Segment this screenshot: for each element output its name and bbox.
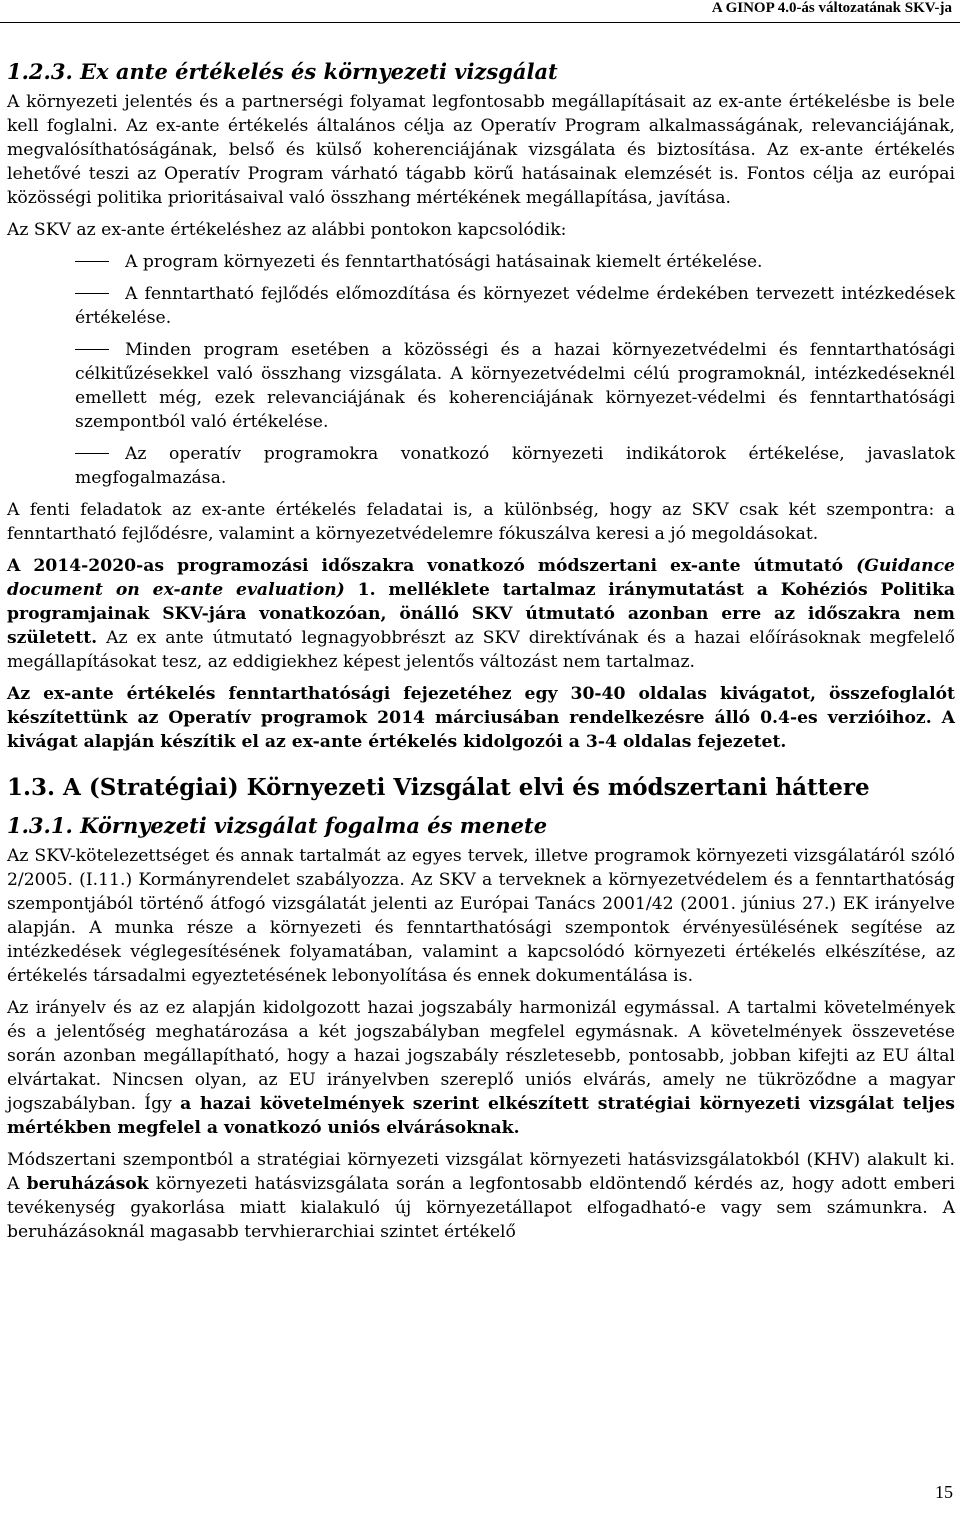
section-heading-1-2-3: 1.2.3. Ex ante értékelés és környezeti vizsgálat (7, 59, 558, 84)
paragraph: A 2014-2020-as programozási időszakra vonatkozó módszertani ex-ante útmutató (Guidance document on ex-ante evaluation) 1. melléklete tartalmaz iránymutatást a Kohéziós Politika programjainak SKV-jára vonatkozóan, önálló SKV útmutató azonban erre az időszakra nem született. Az ex ante útmutató legnagyobbrészt az SKV direktívának és a hazai előírásoknak megfelelő megállapításokat tesz, az eddigiekhez képest jelentős változást nem tartalmaz. (7, 556, 955, 672)
section-heading-1-3-1: 1.3.1. Környezeti vizsgálat fogalma és menete (7, 813, 548, 838)
paragraph: Módszertani szempontból a stratégiai környezeti vizsgálat környezeti hatásvizsgálatokból (KHV) alakult ki. A beruházások környezeti hatásvizsgálata során a legfontosabb eldöntendő kérdés az, hogy adott emberi tevékenység gyakorlása miatt kialakuló új környezetállapot elfogadható-e vagy sem számunkra. A beruházásoknál magasabb tervhierarchiai szintet értékelő (7, 1150, 955, 1242)
running-header: A GINOP 4.0-ás változatának SKV-ja (711, 0, 952, 16)
dash-bullet (75, 261, 109, 262)
paragraph: Az irányelv és az ez alapján kidolgozott hazai jogszabály harmonizál egymással. A tartalmi követelmények és a jelentőség meghatározása a két jogszabályban megfelel egymásnak. A követelmények összevetése során azonban megállapítható, hogy a hazai jogszabály részletesebb, pontosabb, jobban kifejti az EU által elvártakat. Nincsen olyan, az EU irányelvben szereplő uniós elvárás, amely ne tükröződne a magyar jogszabályban. Így a hazai követelmények szerint elkészített stratégiai környezeti vizsgálat teljes mértékben megfelel a vonatkozó uniós elvárásoknak. (7, 998, 955, 1138)
page-content (7, 60, 955, 1252)
dash-bullet (75, 453, 109, 454)
paragraph: A fenti feladatok az ex-ante értékelés feladatai is, a különbség, hogy az SKV csak két szempontra: a fenntartható fejlődésre, valamint a környezetvédelemre fókuszálva keresi a jó megoldásokat. (7, 500, 955, 544)
paragraph: Az SKV az ex-ante értékeléshez az alábbi pontokon kapcsolódik: (7, 220, 567, 240)
dash-bullet (75, 293, 109, 294)
paragraph: Az ex-ante értékelés fenntarthatósági fejezetéhez egy 30-40 oldalas kivágatot, összefoglalót készítettünk az Operatív programok 2014 márciusában rendelkezésre álló 0.4-es verzióihoz. A kivágat alapján készítik el az ex-ante értékelés kidolgozói a 3-4 oldalas fejezetet. (7, 684, 955, 752)
page-number: 15 (935, 1482, 953, 1502)
list-item: A program környezeti és fenntarthatósági hatásainak kiemelt értékelése. (75, 250, 955, 274)
list-item: Az operatív programokra vonatkozó környezeti indikátorok értékelése, javaslatok megfogalmazása. (75, 444, 955, 488)
header-rule (0, 22, 960, 23)
list-item: A fenntartható fejlődés előmozdítása és környezet védelme érdekében tervezett intézkedések értékelése. (75, 284, 955, 328)
paragraph: A környezeti jelentés és a partnerségi folyamat legfontosabb megállapításait az ex-ante értékelésbe is bele kell foglalni. Az ex-ante értékelés általános célja az Operatív Program alkalmasságának, relevanciájának, megvalósíthatóságának, belső és külső koherenciájának vizsgálata és biztosítása. Az ex-ante értékelés lehetővé teszi az Operatív Program várható tágabb körű hatásainak elemzését is. Fontos célja az európai közösségi politika prioritásaival való összhang mértékének megállapítása, javítása. (7, 92, 955, 208)
dash-bullet (75, 349, 109, 350)
section-heading-1-3: 1.3. A (Stratégiai) Környezeti Vizsgálat elvi és módszertani háttere (7, 774, 870, 801)
list-item: Minden program esetében a közösségi és a hazai környezetvédelmi és fenntarthatósági célkitűzésekkel való összhang vizsgálata. A környezetvédelmi célú programoknál, intézkedéseknél emellett még, ezek relevanciájának és koherenciájának környezet-védelmi és fenntarthatósági szempontból való értékelése. (75, 340, 955, 432)
paragraph: Az SKV-kötelezettséget és annak tartalmát az egyes tervek, illetve programok környezeti vizsgálatáról szóló 2/2005. (I.11.) Kormányrendelet szabályozza. Az SKV a terveknek a környezetvédelem és a fenntarthatóság szempontjából történő átfogó vizsgálatát jelenti az Európai Tanács 2001/42 (2001. június 27.) EK irányelve alapján. A munka része a környezeti és fenntarthatósági szempontok érvényesülésének segítése az intézkedések véglegesítésének folyamatában, valamint a kapcsolódó környezeti értékelés elkészítése, az értékelés társadalmi egyeztetésének lebonyolítása és ennek dokumentálása is. (7, 846, 955, 986)
